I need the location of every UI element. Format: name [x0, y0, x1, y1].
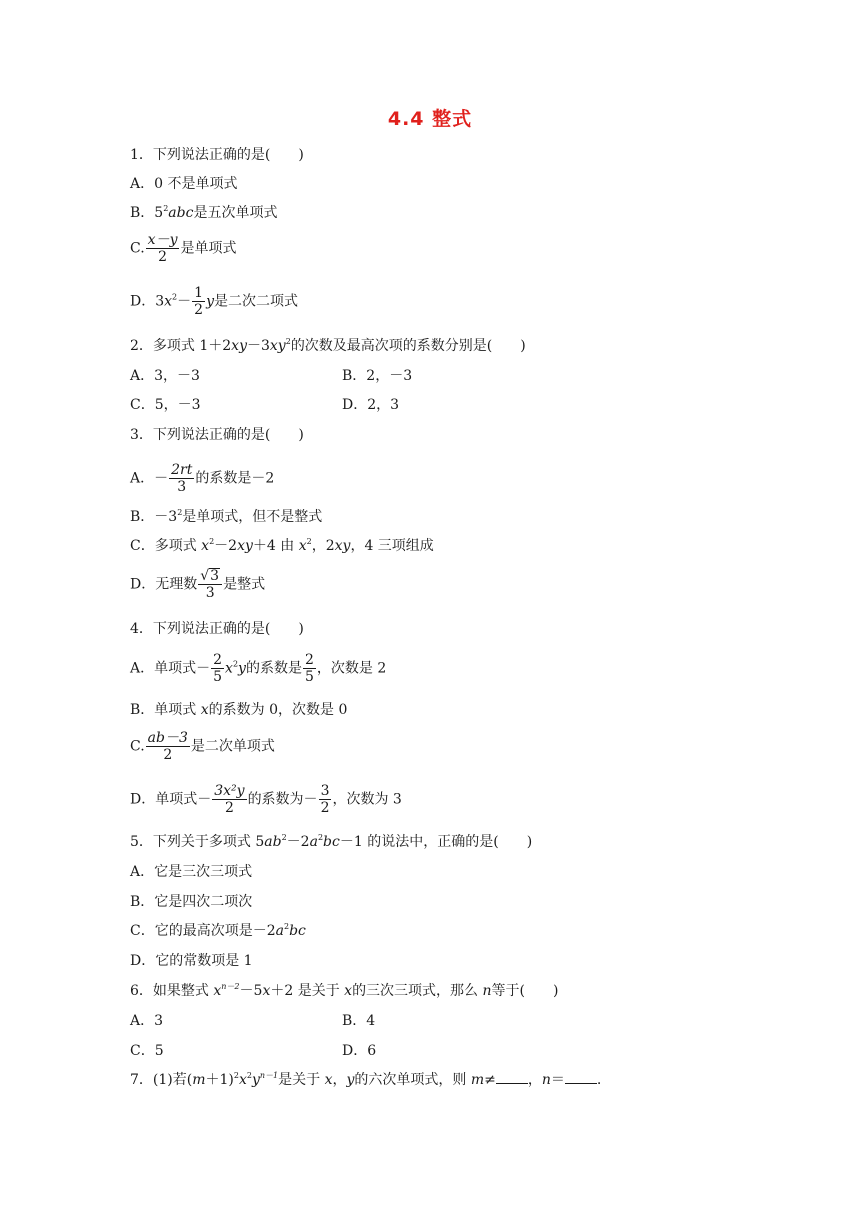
- q1-option-b: B．$5^2abc$是五次单项式: [130, 204, 278, 221]
- q6-option-b: B．4: [342, 1013, 376, 1029]
- q4-option-b: B．单项式 x的系数为 0，次数是 0: [130, 702, 348, 718]
- q6-option-d: D．6: [342, 1043, 377, 1059]
- page-title: 4.4 整式: [387, 108, 473, 130]
- q2-option-b: B．2，－3: [342, 368, 413, 384]
- fraction: $\frac{ab-3}{2}$: [147, 730, 188, 763]
- fraction: $\frac{2rt}{3}$: [171, 462, 193, 495]
- q3-stem: 3．下列说法正确的是( ): [130, 427, 304, 443]
- q4-option-d: D．单项式－ $\frac{\text{3x²y}}{2}$ 的系数为－ $\frac{3}{2}$ ，次数为 3: [130, 783, 402, 816]
- q5-option-b: B．它是四次二项次: [130, 894, 253, 910]
- q1-option-d: D．$3x^2-$ $\frac{1}{2}$ y是二次二项式: [130, 285, 298, 318]
- fraction: $\frac{2}{5}$: [213, 652, 223, 685]
- q1-option-c: C. $\frac{x-y}{2}$ 是单项式: [130, 232, 237, 265]
- fraction: $\frac{3}{2}$: [320, 783, 330, 816]
- fraction: $\frac{√3}{3}$: [198, 568, 222, 601]
- fraction: $\frac{\text{3x²y}}{2}$: [214, 783, 245, 816]
- q4-option-c: C. $\frac{ab-3}{2}$ 是二次单项式: [130, 730, 275, 763]
- q3-option-d: D．无理数 $\frac{√3}{3}$ 是整式: [130, 568, 266, 601]
- q4-stem: 4．下列说法正确的是( ): [130, 621, 304, 637]
- q6-option-a: A．3: [130, 1013, 164, 1029]
- fraction: $\frac{1}{2}$: [194, 285, 204, 318]
- q5-option-c: C．它的最高次项是$-2a^2bc$: [130, 922, 306, 939]
- q6-option-c: C．5: [130, 1043, 164, 1059]
- q3-option-b: B．$-3^2$是单项式，但不是整式: [130, 508, 323, 525]
- q6-stem: 6．如果整式 $x^{n-2}-5x+2$ 是关于 x的三次三项式，那么 n等于( ): [130, 982, 559, 999]
- q1-stem: 1．下列说法正确的是( ): [130, 147, 304, 163]
- q1-option-a: A．0 不是单项式: [130, 176, 238, 192]
- q2-option-a: A．3，－3: [130, 368, 200, 384]
- q5-option-a: A．它是三次三项式: [130, 864, 253, 880]
- fraction: $\frac{x-y}{2}$: [147, 232, 178, 265]
- q2-option-d: D．2，3: [342, 397, 400, 413]
- q7-stem: 7．(1)若$(m+1)^2x^2y^{n-1}$是关于 x，y的六次单项式，则 m≠ ，n＝ .: [130, 1071, 602, 1088]
- answer-blank-n[interactable]: [565, 1071, 597, 1084]
- q3-option-c: C．多项式 $x^2-2xy+4$ 由 $x^2$，2xy，4 三项组成: [130, 537, 434, 554]
- sqrt-sign: √: [200, 568, 210, 584]
- q3-option-a: A．－ $\frac{2rt}{3}$ 的系数是－2: [130, 462, 275, 495]
- answer-blank-m[interactable]: [496, 1071, 528, 1084]
- q4-option-a: A．单项式－ $\frac{2}{5}$ $x^2y$的系数是 $\frac{2}{5}$ ，次数是 2: [130, 652, 387, 685]
- q2-stem: 2．多项式 $1+2xy-3xy^2$的次数及最高次项的系数分别是( ): [130, 337, 526, 354]
- fraction: $\frac{2}{5}$: [304, 652, 314, 685]
- q5-stem: 5．下列关于多项式 $5ab^2-2a^2bc-1$ 的说法中，正确的是( ): [130, 833, 533, 850]
- q2-option-c: C．5，－3: [130, 397, 201, 413]
- q5-option-d: D．它的常数项是 1: [130, 953, 253, 969]
